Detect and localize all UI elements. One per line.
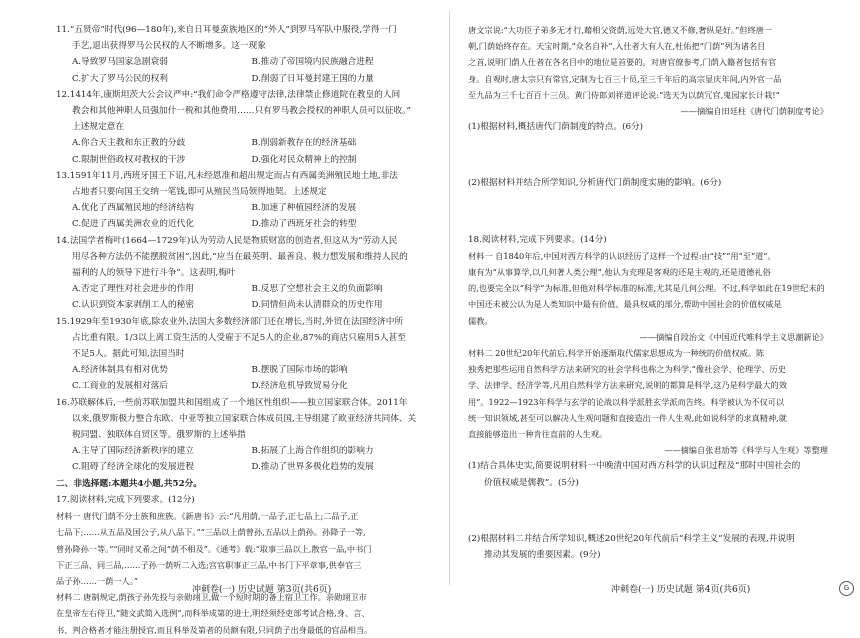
section-heading: 二、非选择题:本题共4小题,共52分。: [56, 478, 202, 489]
material-line: 统一知识领域,甚至可以解决人生观问题和直接造出一件人生观,此如说科学的求真精神,就: [468, 412, 787, 423]
right-column: [468, 22, 828, 563]
material-line: 学、法律学、经济学等,凡用自然科学方法来研究,说明的都算是科学,这乃是科学最大的效: [468, 380, 787, 391]
q12-option-c[interactable]: C.限制世俗政权对教权的干涉: [72, 154, 186, 165]
material-line: 唐文宗说:“大功臣子弟多无才行,藉相父资荫,远处大官,德又不修,奢纵是好。”但终唐一: [468, 25, 773, 35]
q17-title: 17.阅读材料,完成下列要求。(12分): [56, 494, 195, 505]
material-line: 材料一 自1840年后,中国对西方科学的认识经历了这样一个过程:由“技”“用”至“道”。: [468, 250, 776, 261]
material-line: 七品下;……从五品及国公子,从八品下。”“三品以上荫曾孙,五品以上荫孙。孙降子一等,: [56, 527, 366, 538]
q11-stem-line: 手艺,退出获得罗马公民权的人不断增多。这一现象: [72, 41, 266, 52]
q18-source-1: ——摘编自段治文《中国近代唯科学主义思潮新论》: [639, 331, 828, 342]
q18-subquestion-1-cont: 价值权威是儒教”。(5分): [484, 477, 579, 488]
q15-option-a[interactable]: A.经济体制具有相对优势: [72, 365, 168, 376]
q17-subquestion-2: (2)根据材料并结合所学知识,分析唐代门荫制度实施的影响。(6分): [468, 178, 722, 189]
q12-options: [56, 135, 431, 167]
q14-stem-line: 用尽各种方法仍不能摆脱贫困”,因此,“应当在最英明、最善良、极力想发展和维持人民的: [72, 251, 408, 262]
q16-stem-line: 16.苏联解体后,一些前苏联加盟共和国组成了一个地区性组织——独立国家联合体。2011年: [56, 397, 408, 408]
answer-space[interactable]: [468, 135, 828, 175]
q14-options: [56, 281, 431, 313]
q15-option-b[interactable]: B.摆脱了国际市场的影响: [251, 365, 348, 376]
q11-stem-line: 11.“五贤帝”时代(96—180年),来自日耳曼蛮族地区的“外人”到罗马军队中服役,学得一门: [56, 25, 397, 35]
q16-stem-line: 以来,俄罗斯极力整合东欧、中亚等独立国家联合体成员国,主导组建了欧亚经济共同体、关: [72, 413, 417, 424]
material-line: 曾孙降孙一等。”“同时又希之间“荫不相及”。《通考》载:“取事三品以上,散官一品,中书门: [56, 543, 372, 554]
q15-stem-line: 占比重有限。1/3以上离工资生活的人受雇于不足5人的企业,87%的商店只雇用5人甚至: [72, 332, 406, 343]
corner-logo-icon: G: [839, 581, 854, 596]
q18-material-1: [468, 248, 828, 329]
q16-option-c[interactable]: C.阻碍了经济全球化的发展进程: [72, 462, 195, 473]
left-column: [56, 22, 431, 638]
question-15: [56, 314, 431, 395]
q16-option-a[interactable]: A.主导了国际经济新秩序的建立: [72, 446, 194, 457]
material-line: 品子孙……一荫一人。”: [56, 575, 138, 586]
material-line: 直接能够造出一种肯往直前的人生观。: [468, 429, 608, 440]
answer-space[interactable]: [468, 192, 828, 232]
question-12: [56, 87, 431, 168]
question-16: [56, 395, 431, 476]
q14-option-b[interactable]: B.反思了空想社会主义的负面影响: [251, 284, 383, 295]
q11-option-d[interactable]: D.削弱了日耳曼封建王国的力量: [251, 73, 374, 84]
q15-options: [56, 362, 431, 394]
q18-source-2: ——摘编自张君劢等《科学与人生观》等整理: [664, 445, 828, 456]
material-line: 之首,说明门荫人仕者在各名目中的地位是首要的。对唐官僚参考,门荫入籍者包括有官: [468, 57, 777, 68]
material-line: 书、判合格者才能注册授官,而且科举及第者的员额有限,只同荫子出身最低的官品相当。: [56, 624, 373, 635]
q11-option-a[interactable]: A.导致罗马国家急剧衰弱: [72, 57, 168, 68]
q18-subquestion-1: (1)结合具体史实,简要说明材料一中晚清中国对西方科学的认识过程及“那时中国社会的: [468, 461, 801, 472]
q15-option-c[interactable]: C.工商业的发展相对落后: [72, 381, 168, 392]
q17-material-2: [56, 589, 431, 638]
column-divider: [449, 10, 450, 585]
q12-stem-line: 教会和其他神职人员强加什一税和其他费用……只有罗马教会授权的神职人员可以征收。”: [72, 106, 411, 117]
q14-option-a[interactable]: A.否定了理性对社会进步的作用: [72, 284, 194, 295]
q13-stem-line: 占地者只要向国王交纳一笔钱,即可从殖民当局领得地契。上述规定: [72, 187, 327, 198]
q12-option-d[interactable]: D.强化对民众精神上的控制: [251, 154, 357, 165]
material-line: 下正三品、同三品,……子孙一荫听二入选;宫官职事正三品,中书门下平章事,供奉官三: [56, 559, 362, 570]
material-line: 独秀把那些运用自然科学方法来研究的社会学科也称之为科学,“像社会学、伦理学、历史: [468, 364, 786, 375]
q12-stem-line: 上述规定意在: [72, 122, 125, 133]
q14-option-d[interactable]: D.同情但尚未认清群众的历史作用: [251, 300, 383, 311]
q15-stem-line: 15.1929年至1930年底,除农业外,法国大多数经济部门还在增长,当时,外贸在法国经济中所: [56, 316, 404, 327]
q13-option-b[interactable]: B.加速了种植园经济的发展: [251, 203, 357, 214]
question-11: [56, 22, 431, 87]
question-13: [56, 168, 431, 233]
q12-stem-line: 12.1414年,康斯坦茨大公会议严申:“我们命令严格遵守法律,法律禁止修道院在教皇的人间: [56, 89, 401, 100]
q14-stem-line: 福利的人的领导下进行斗争”。这表明,梅叶: [72, 268, 236, 279]
q18-material-2: [468, 345, 828, 442]
q14-stem-line: 14.法国学者梅叶(1664—1729年)认为劳动人民是物质财富的创造者,但这从为“劳动人民: [56, 235, 398, 246]
material-line: 身。自观时,唐太宗只有常官,定制为七百三十员,至三千年后的高宗显庆年间,内外官一品: [468, 73, 782, 84]
q13-option-c[interactable]: C.促进了西属美洲农业的近代化: [72, 219, 195, 230]
q12-option-b[interactable]: B.削弱新教存在的经济基础: [251, 138, 357, 149]
q16-option-d[interactable]: D.推动了世界多极化趋势的发展: [251, 462, 374, 473]
q13-stem-line: 13.1591年11月,西班牙国王下诏,凡未经恩准和超出规定而占有西属美洲殖民地土地,非法: [56, 170, 398, 181]
material-line: 至九品为三千七百百十三员。黄门侍郎刘祥道评论说:“选天为以荫冗官,鬼园家长计栽!”: [468, 89, 780, 100]
material-line: 在皇帝左右侍卫,“随文武简入选例”,而科举成第的进士,明经须经吏部考试合格,身、言、: [56, 608, 370, 619]
q11-option-b[interactable]: B.推动了帝国境内民族融合进程: [251, 57, 374, 68]
answer-space[interactable]: [468, 491, 828, 531]
q11-options: [56, 54, 431, 86]
material-line: 材料一 唐代门荫不分士族和庶族。《新唐书》云:“凡用荫,一品子,正七品上;二品子,正: [56, 511, 359, 522]
page-footer-right: 冲刺卷(一) 历史试题 第4页(共6页): [611, 585, 751, 595]
q18-subquestion-2-cont: 推动其发展的重要因素。(9分): [484, 550, 601, 561]
q15-stem-line: 不足5人。据此可知,法国当时: [72, 349, 185, 360]
page-footer-left: 冲刺卷(一) 历史试题 第3页(共6页): [192, 585, 332, 595]
q18-subquestion-2: (2)根据材料二并结合所学知识,概述20世纪20年代前后“科学主义”发展的表现,并说明: [468, 533, 795, 544]
question-14: [56, 233, 431, 314]
q17-source: ——摘编自田廷柱《唐代门荫制度考论》: [680, 106, 828, 117]
material-line: 材料二 唐制规定,荫孩子孙先投与亲勋翊卫,做一个短时期的备上宿卫工作。亲勋翊卫市: [56, 592, 367, 603]
material-line: 的,也要完全以“科学”为标准,但他对科学标准的标准,尤其是几何公理。不过,科学如此在19世纪末的: [468, 283, 825, 294]
q15-option-d[interactable]: D.经济危机导致贸易分化: [251, 381, 348, 392]
q16-option-b[interactable]: B.拓展了上海合作组织的影响力: [251, 446, 374, 457]
q14-option-c[interactable]: C.认识到资本家剥削工人的秘密: [72, 300, 195, 311]
q18-title: 18.阅读材料,完成下列要求。(14分): [468, 234, 607, 245]
material-line: 用”。1922—1923年科学与玄学的论战以科学派胜玄学派而告终。科学被认为不仅可以: [468, 396, 785, 407]
q11-option-c[interactable]: C.扩大了罗马公民的权利: [72, 73, 168, 84]
material-line: 中国还未被公认为是人类知识中最有价值、最具权威的部分,帮助中国社会的价值权威是: [468, 299, 782, 310]
q17-material-2-continued: [468, 22, 828, 103]
material-line: 材料二 20世纪20年代前后,科学开始逐渐取代儒家思想成为一种统的价值权威。陈: [468, 348, 765, 359]
q16-stem-line: 税同盟、独联体自贸区等。俄罗斯的上述举措: [72, 430, 246, 441]
q16-options: [56, 443, 431, 475]
q17-material-1: [56, 508, 431, 589]
q17-subquestion-1: (1)根据材料,概括唐代门荫制度的特点。(6分): [468, 122, 644, 133]
q13-option-d[interactable]: D.推动了西班牙社会的转型: [251, 219, 357, 230]
q13-options: [56, 200, 431, 232]
material-line: 儒教。: [468, 315, 493, 326]
material-line: 朝,门荫始终存在。天宝时期,“众名自补”,入仕者大有人在,杜佑把“门荫”列为诸名目: [468, 41, 766, 52]
material-line: 康有为“从事算学,以几何著人类公理”,他认为充理是客观的还是主观的,还是道德礼俗: [468, 267, 771, 278]
q13-option-a[interactable]: A.优化了西属殖民地的经济结构: [72, 203, 194, 214]
q12-option-a[interactable]: A.你合天主教和东正教的分歧: [72, 138, 186, 149]
